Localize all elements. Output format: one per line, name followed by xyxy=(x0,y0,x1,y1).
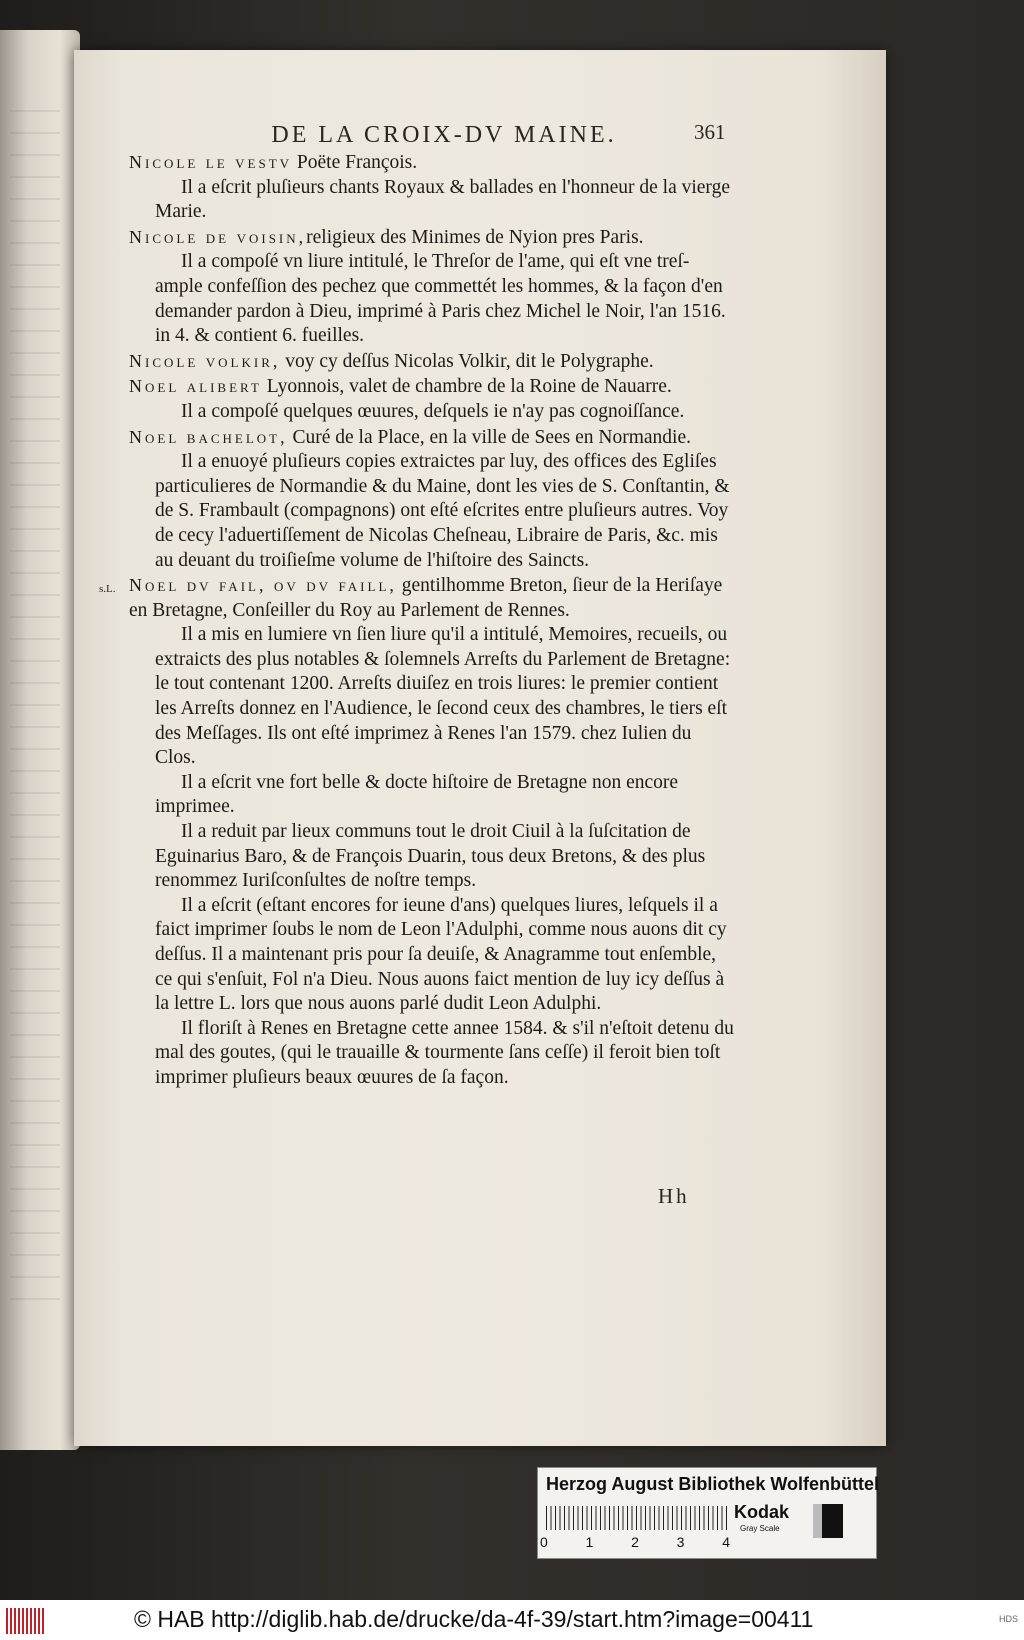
running-head: DE LA CROIX-DV MAINE. xyxy=(271,122,617,148)
entry-description: voy cy deſſus Nicolas Volkir, dit le Polygraphe. xyxy=(280,350,654,372)
margin-note: s.L. xyxy=(99,583,116,596)
library-color-card xyxy=(537,1467,877,1559)
kodak-logo: Kodak xyxy=(734,1502,790,1522)
facing-page-edge xyxy=(0,30,80,1450)
entry-body: Il a compoſé quelques œuures, deſquels ie n'ay pas cognoiſſance. xyxy=(181,400,685,422)
entry-body: Il a eſcrit (eſtant encores for ieune d'ans) quelques liures, leſquels il a faict imprimer ſoubs le nom de Leon l'Adulphi, comme nous auons dit cy deſſus. Il a maintenant pris pour ſa deuiſe, & Anagramme tout enſemble, ce qui s'enſuit, Fol n'a Dieu. Nous auons faict mention de luy icy deſſus à la lettre L. lors que nous auons parlé dudit Leon Adulphi. xyxy=(155,894,727,1015)
scale-ruler xyxy=(546,1506,728,1530)
entry-nicole-le-vestu xyxy=(129,150,734,225)
footer-bar xyxy=(0,1600,1024,1640)
entry-name: Noel bachelot, xyxy=(129,426,288,447)
catchword: Hh xyxy=(658,1184,690,1208)
entry-noel-du-fail xyxy=(99,573,734,1090)
entry-name: Nicole volkir, xyxy=(129,350,281,371)
footer-mark: HDS xyxy=(998,1614,1018,1624)
entry-nicole-de-voisin xyxy=(129,225,734,349)
entry-description: Curé de la Place, en la ville de Sees en Normandie. xyxy=(287,426,692,448)
entry-name: Nicole le vestv xyxy=(129,152,293,172)
entry-description: religieux des Minimes de Nyion pres Paris. xyxy=(306,226,644,248)
library-name: Herzog August Bibliothek Wolfenbüttel xyxy=(546,1474,879,1494)
entry-name: Noel alibert xyxy=(129,376,262,397)
copyright-url[interactable]: © HAB http://diglib.hab.de/drucke/da-4f-39/start.htm?image=00411 xyxy=(134,1606,814,1632)
ruler-numbers: 0 1 2 3 4 xyxy=(540,1534,730,1550)
entry-body: Il a reduit par lieux communs tout le droit Ciuil à la ſuſcitation de Eguinarius Baro, & de François Duarin, tous deux Bretons, & des plus renommez Iuriſconſultes de noſtre temps. xyxy=(155,821,706,892)
entry-description: gentilhomme Breton, ſieur de la Heriſaye en Bretagne, Conſeiller du Roy au Parlement de Rennes. xyxy=(129,575,723,621)
kodak-gray-scale-label: Gray Scale xyxy=(740,1524,780,1533)
entry-body: Il floriſt à Renes en Bretagne cette annee 1584. & s'il n'eſtoit detenu du mal des goutes, (qui le trauaille & tourmente ſans ceſſe) il feroit bien toſt imprimer pluſieurs beaux œuures de ſa façon. xyxy=(155,1017,734,1088)
entry-description: Poëte François. xyxy=(292,152,418,173)
entry-noel-bachelot xyxy=(129,425,734,574)
entry-noel-alibert xyxy=(129,374,734,424)
hab-logo-icon xyxy=(6,1608,46,1634)
entry-body: Il a compoſé vn liure intitulé, le Threſor de l'ame, qui eſt vne treſ-ample confeſſion des pechez que commettét les hommes, & la façon d'en demander pardon à Dieu, imprimé à Paris chez Michel le Noir, l'an 1516. in 4. & contient 6. fueilles. xyxy=(155,251,726,347)
entry-body: Il a eſcrit pluſieurs chants Royaux & ballades en l'honneur de la vierge Marie. xyxy=(155,176,730,223)
page-number: 361 xyxy=(694,120,726,144)
entry-body: Il a enuoyé pluſieurs copies extraictes par luy, des offices des Egliſes particulieres de Normandie & du Maine, dont les vies de S. Conſtantin, & de S. Frambault (compagnons) ont eſté eſcrites entre pluſieurs autres. Voy de cecy l'aduertiſſement de Nicolas Cheſneau, Libraire de Paris, &c. mis au deuant du troiſieſme volume de l'hiſtoire des Saincts. xyxy=(155,451,730,571)
entry-name: Noel dv fail, ov dv faill, xyxy=(129,575,397,596)
entry-description: Lyonnois, valet de chambre de la Roine de Nauarre. xyxy=(261,376,672,398)
entry-body: Il a eſcrit vne fort belle & docte hiſtoire de Bretagne non encore imprimee. xyxy=(155,771,679,818)
entry-nicole-volkir xyxy=(129,349,734,375)
book-page xyxy=(74,50,886,1446)
entry-body: Il a mis en lumiere vn ſien liure qu'il a intitulé, Memoires, recueils, ou extraicts des plus notables & ſolemnels Arreſts du Parlement de Bretagne: le tout contenant 1200. Arreſts diuiſez en trois liures: le premier contient les Arreſts donnez en l'Audience, le ſecond ceux des chambres, le tiers eſt des Meſſages. Ils ont eſté imprimez à Renes l'an 1579. chez Iulien du Clos. xyxy=(155,624,731,769)
main-text xyxy=(99,150,734,1091)
entry-name: Nicole de voisin, xyxy=(129,226,307,247)
gray-scale-patch xyxy=(813,1504,843,1538)
